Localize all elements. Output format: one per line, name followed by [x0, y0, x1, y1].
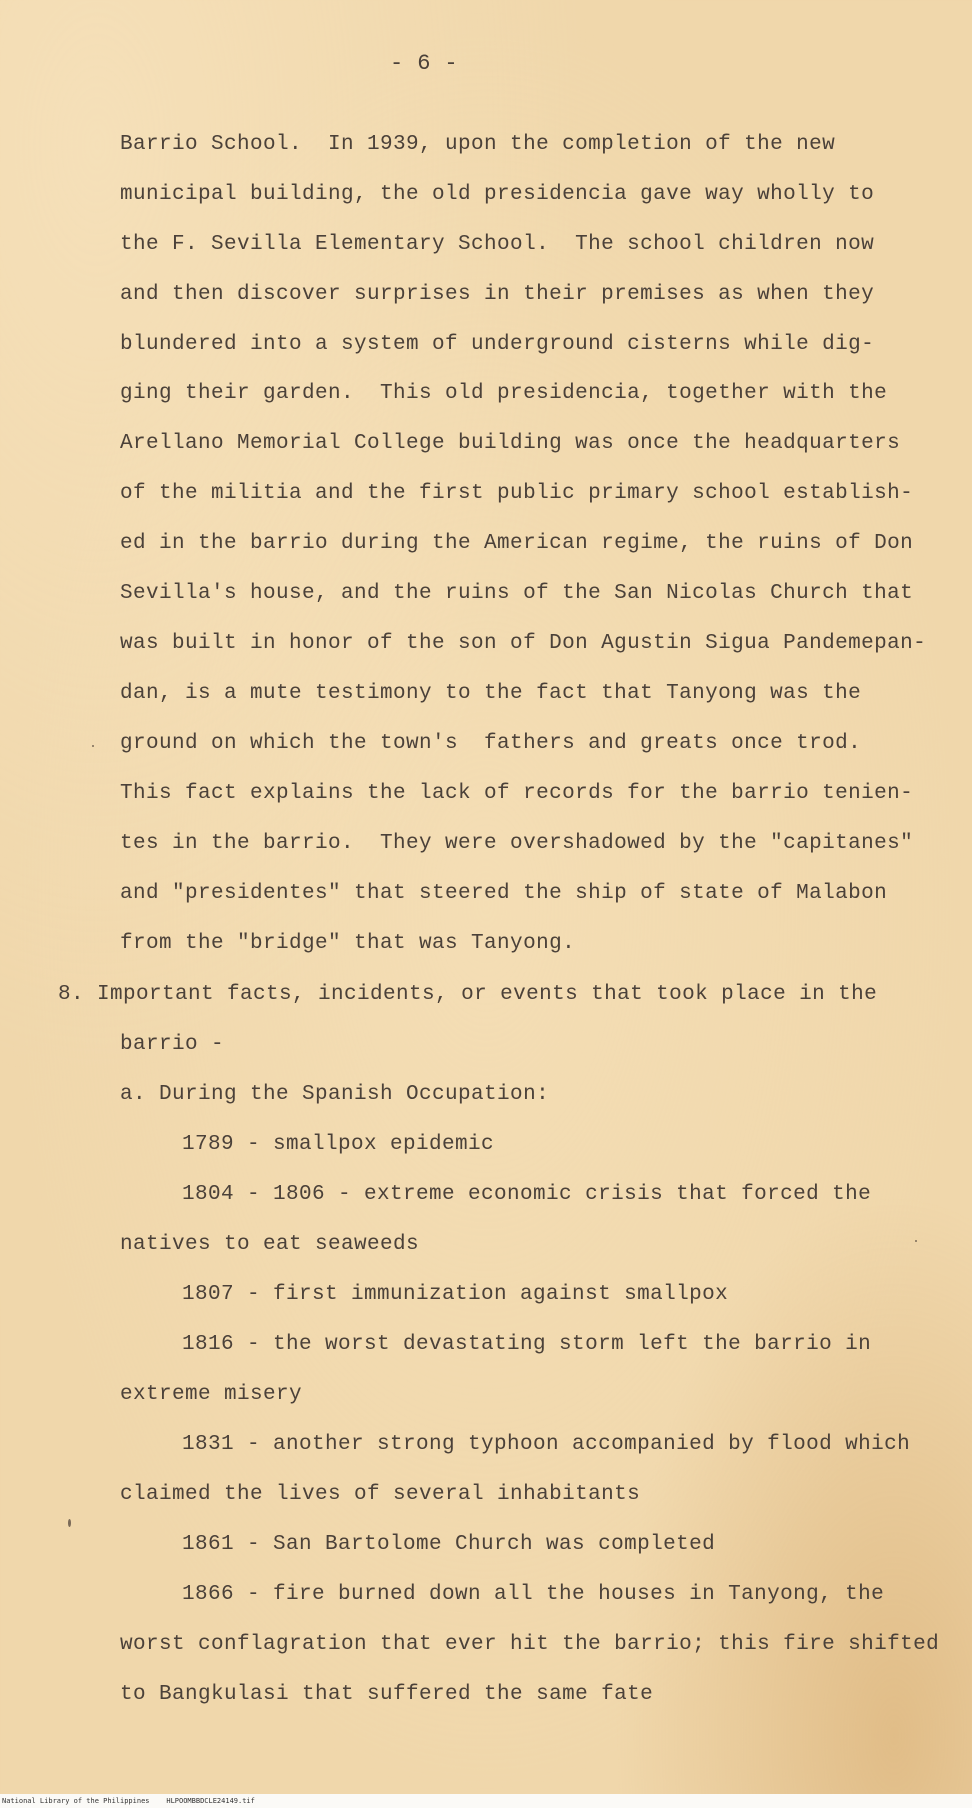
text-line: of the militia and the first public primary school establish- — [120, 482, 914, 505]
paper-speck — [92, 745, 94, 747]
event-entry: 1807 - first immunization against smallpox — [182, 1283, 729, 1306]
text-line: claimed the lives of several inhabitants — [120, 1483, 641, 1506]
text-line: extreme misery — [120, 1383, 303, 1406]
text-line: the F. Sevilla Elementary School. The school children now — [120, 233, 875, 256]
event-entry: 1804 - 1806 - extreme economic crisis that forced the — [182, 1183, 872, 1206]
text-line: Barrio School. In 1939, upon the completion of the new — [120, 133, 836, 156]
text-line: to Bangkulasi that suffered the same fate — [120, 1683, 654, 1706]
text-line: was built in honor of the son of Don Agustin Sigua Pandemepan- — [120, 632, 927, 655]
text-line: ging their garden. This old presidencia, together with the — [120, 382, 888, 405]
text-line: natives to eat seaweeds — [120, 1233, 420, 1256]
text-line: Arellano Memorial College building was once the headquarters — [120, 432, 901, 455]
event-entry: 1861 - San Bartolome Church was completed — [182, 1533, 716, 1556]
text-line: blundered into a system of underground cisterns while dig- — [120, 333, 875, 356]
text-line: barrio - — [120, 1033, 225, 1056]
text-line: dan, is a mute testimony to the fact that Tanyong was the — [120, 682, 862, 705]
subsection-heading: a. During the Spanish Occupation: — [120, 1083, 550, 1106]
text-line: and then discover surprises in their premises as when they — [120, 283, 875, 306]
text-line: ground on which the town's fathers and greats once trod. — [120, 732, 862, 755]
text-line: This fact explains the lack of records for the barrio tenien- — [120, 782, 914, 805]
text-line: worst conflagration that ever hit the barrio; this fire shifted — [120, 1633, 940, 1656]
ink-mark — [68, 1519, 71, 1527]
event-entry: 1831 - another strong typhoon accompanied by flood which — [182, 1433, 911, 1456]
event-entry: 1816 - the worst devastating storm left the barrio in — [182, 1333, 872, 1356]
text-line: municipal building, the old presidencia gave way wholly to — [120, 183, 875, 206]
event-entry: 1866 - fire burned down all the houses in Tanyong, the — [182, 1583, 885, 1606]
page-number: - 6 - — [390, 51, 459, 76]
event-entry: 1789 - smallpox epidemic — [182, 1133, 495, 1156]
section-heading: 8. Important facts, incidents, or events that took place in the — [58, 983, 878, 1006]
text-line: tes in the barrio. They were overshadowed by the "capitanes" — [120, 832, 914, 855]
text-line: ed in the barrio during the American regime, the ruins of Don — [120, 532, 914, 555]
text-line: and "presidentes" that steered the ship of state of Malabon — [120, 882, 888, 905]
text-line: Sevilla's house, and the ruins of the San Nicolas Church that — [120, 582, 914, 605]
paper-speck — [915, 1240, 917, 1242]
text-line: from the "bridge" that was Tanyong. — [120, 932, 576, 955]
scan-footer: National Library of the Philippines HLPOOMBBDCLE24149.tif — [0, 1794, 972, 1808]
